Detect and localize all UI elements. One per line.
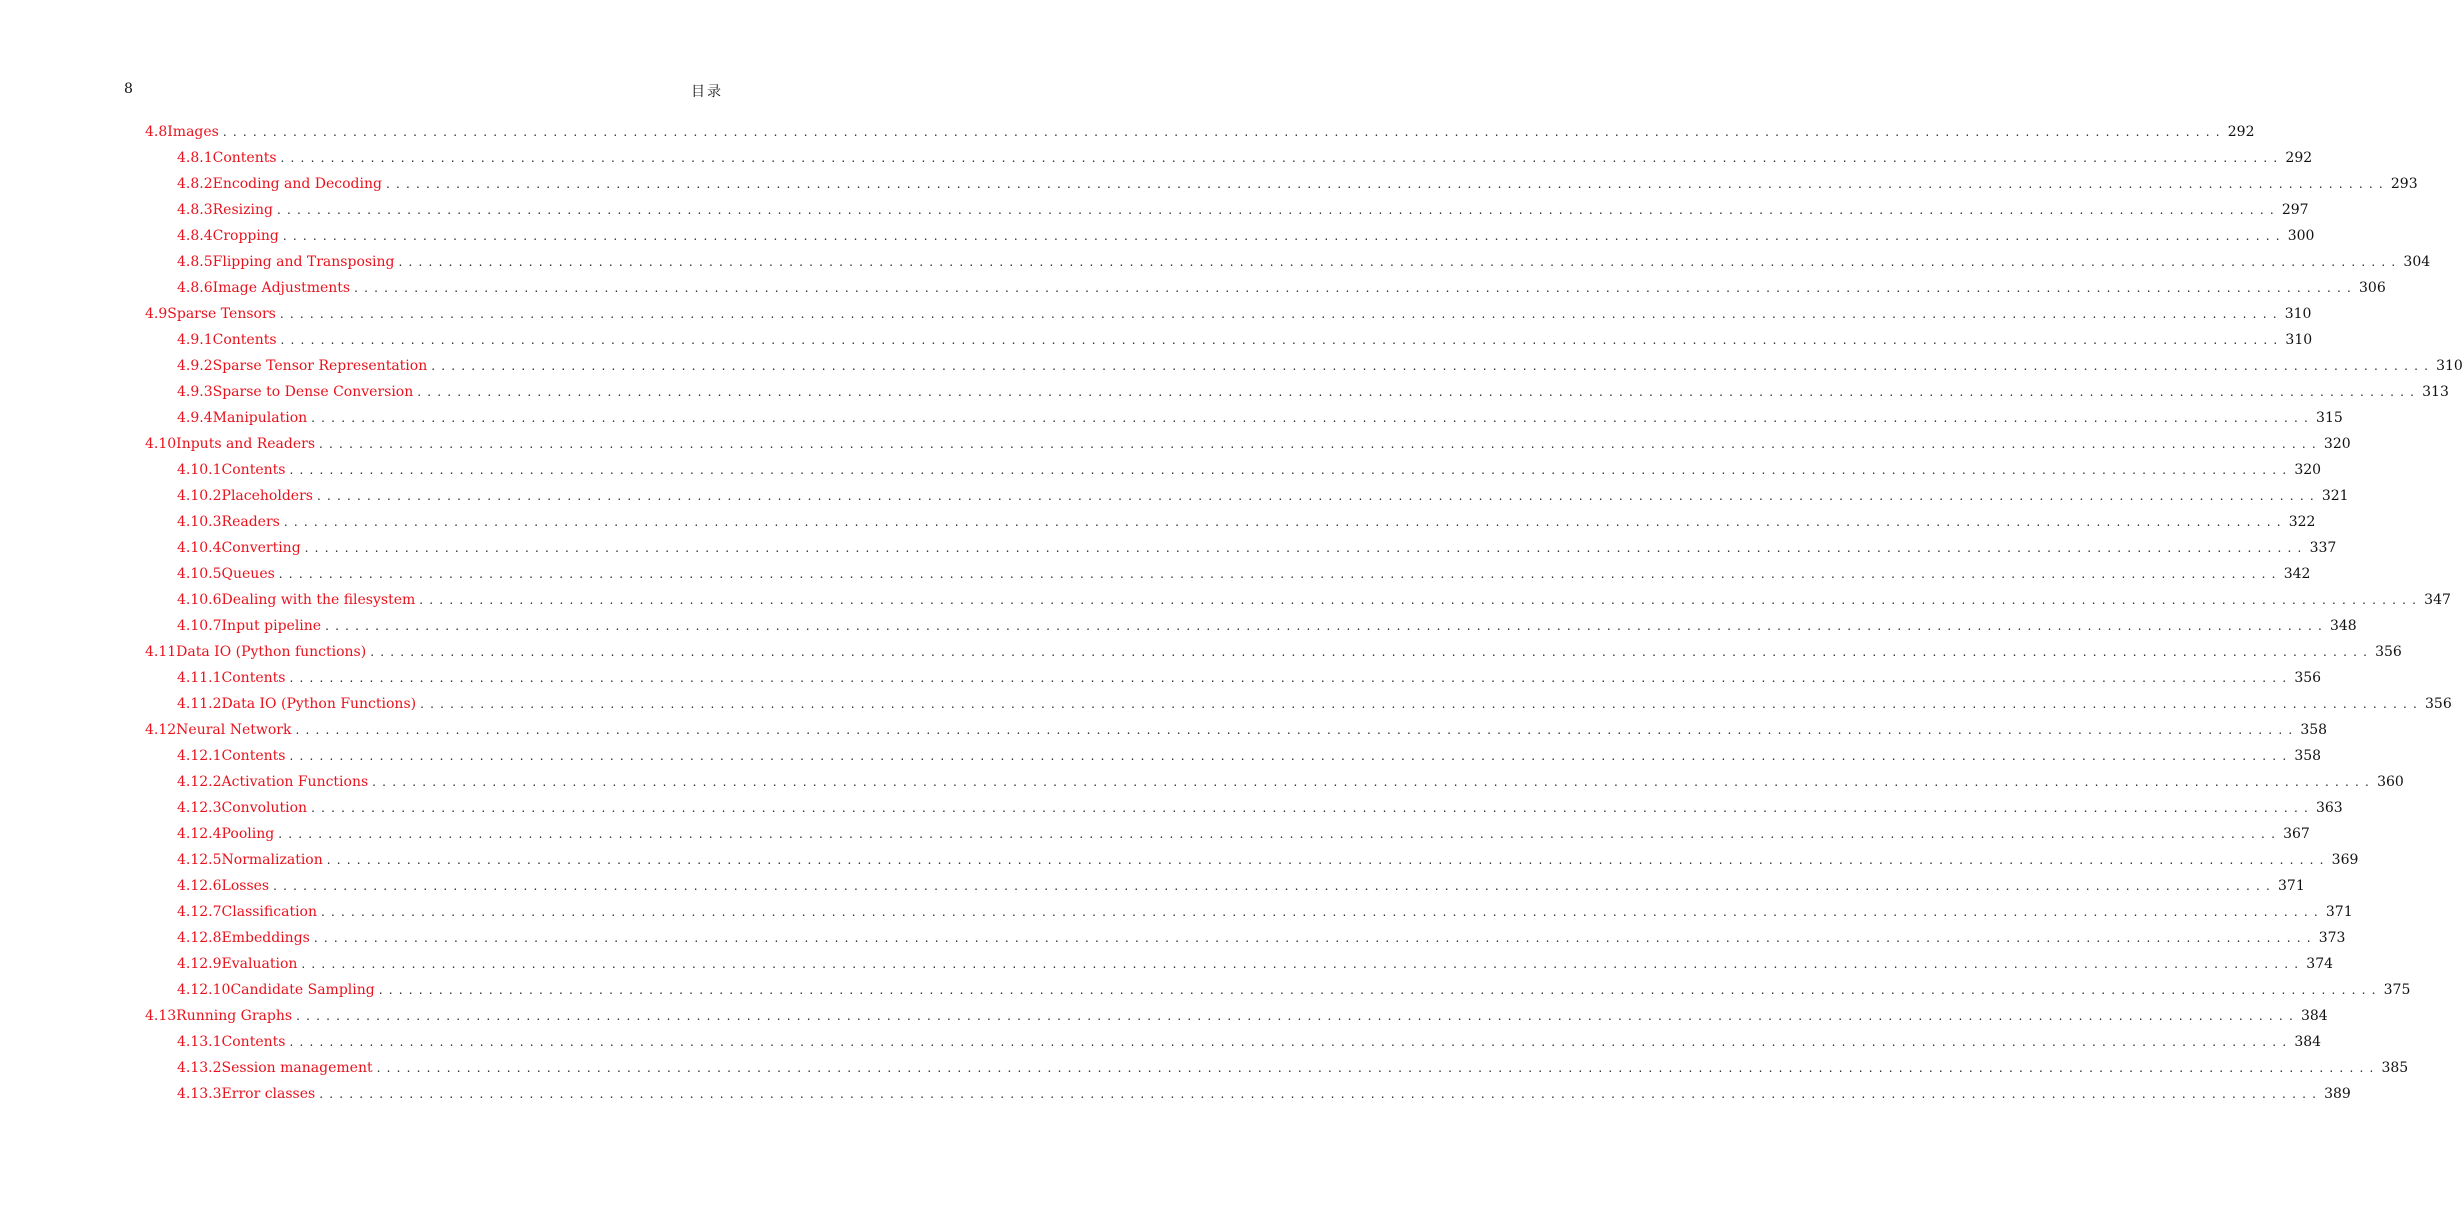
toc-entry-number: 4.12.10 — [177, 982, 231, 998]
toc-entry-title: Contents — [212, 150, 277, 166]
toc-entry-number: 4.8.1 — [177, 150, 213, 166]
toc-entry[interactable] — [177, 930, 2346, 952]
toc-entry[interactable] — [177, 566, 2311, 588]
toc-entry[interactable] — [145, 124, 2255, 146]
toc-entry-page: 292 — [2285, 150, 2313, 166]
toc-entry-number: 4.8.2 — [177, 176, 213, 192]
toc-entry-number: 4.9.2 — [177, 358, 213, 374]
toc-entry-title: Image Adjustments — [212, 280, 351, 296]
toc-entry[interactable] — [145, 436, 2351, 458]
toc-entry-number: 4.11.1 — [177, 670, 222, 686]
toc-entry-number: 4.9.3 — [177, 384, 213, 400]
toc-entry[interactable] — [177, 878, 2305, 900]
toc-entry-number: 4.12.2 — [177, 774, 222, 790]
toc-entry-page: 310 — [2284, 306, 2312, 322]
dot-leader: ........................................................................................................................................................................................................ — [313, 931, 2317, 945]
toc-entry-title: Inputs and Readers — [176, 436, 316, 452]
toc-entry-page: 356 — [2425, 696, 2452, 712]
toc-entry[interactable] — [177, 800, 2343, 822]
dot-leader: ........................................................................................................................................................................................................ — [311, 801, 2314, 815]
toc-entry-page: 384 — [2294, 1034, 2322, 1050]
dot-leader: ........................................................................................................................................................................................................ — [283, 515, 2287, 529]
toc-entry[interactable] — [177, 254, 2431, 276]
toc-entry[interactable] — [177, 670, 2322, 692]
toc-entry[interactable] — [177, 826, 2310, 848]
dot-leader: ........................................................................................................................................................................................................ — [304, 541, 2308, 555]
toc-entry-page: 358 — [2300, 722, 2328, 738]
toc-entry-number: 4.10.3 — [177, 514, 222, 530]
toc-entry-title: Session management — [221, 1060, 373, 1076]
dot-leader: ........................................................................................................................................................................................................ — [273, 879, 2276, 893]
toc-entry[interactable] — [177, 982, 2411, 1004]
toc-entry-page: 320 — [2323, 436, 2351, 452]
toc-entry-number: 4.12.8 — [177, 930, 222, 946]
toc-entry-page: 358 — [2294, 748, 2322, 764]
toc-entry-title: Contents — [221, 748, 286, 764]
toc-entry-title: Flipping and Transposing — [212, 254, 395, 270]
toc-entry-number: 4.8.4 — [177, 228, 213, 244]
toc-entry[interactable] — [177, 176, 2418, 198]
toc-entry-number: 4.10.2 — [177, 488, 222, 504]
dot-leader: ........................................................................................................................................................................................................ — [378, 983, 2382, 997]
toc-entry[interactable] — [177, 540, 2337, 562]
toc-entry-number: 4.9.1 — [177, 332, 213, 348]
toc-entry-page: 384 — [2300, 1008, 2328, 1024]
dot-leader: ........................................................................................................................................................................................................ — [280, 333, 2284, 347]
toc-entry-page: 363 — [2315, 800, 2343, 816]
toc-entry-title: Cropping — [212, 228, 279, 244]
toc-entry-page: 315 — [2316, 410, 2343, 426]
toc-entry-title: Converting — [221, 540, 301, 556]
toc-entry[interactable] — [145, 644, 2402, 666]
toc-entry-title: Contents — [221, 1034, 286, 1050]
page-number: 8 — [124, 81, 133, 97]
toc-entry-page: 310 — [2285, 332, 2313, 348]
toc-entry-page: 371 — [2325, 904, 2353, 920]
toc-entry-title: Images — [167, 124, 219, 140]
dot-leader: ........................................................................................................................................................................................................ — [301, 957, 2305, 971]
toc-entry-title: Placeholders — [221, 488, 313, 504]
toc-entry[interactable] — [177, 488, 2349, 510]
toc-entry[interactable] — [177, 1060, 2409, 1082]
toc-entry-number: 4.8.5 — [177, 254, 213, 270]
toc-entry-page: 292 — [2227, 124, 2255, 140]
toc-entry-page: 375 — [2383, 982, 2411, 998]
dot-leader: ........................................................................................................................................................................................................ — [316, 489, 2320, 503]
toc-entry-page: 356 — [2294, 670, 2322, 686]
toc-entry[interactable] — [177, 956, 2334, 978]
dot-leader: ........................................................................................................................................................................................................ — [279, 307, 2283, 321]
toc-entry-page: 306 — [2359, 280, 2386, 296]
toc-entry-title: Losses — [221, 878, 270, 894]
dot-leader: ........................................................................................................................................................................................................ — [420, 697, 2423, 711]
toc-entry-page: 348 — [2329, 618, 2357, 634]
toc-entry-number: 4.9.4 — [177, 410, 213, 426]
toc-entry-number: 4.12.4 — [177, 826, 222, 842]
toc-entry-page: 321 — [2321, 488, 2349, 504]
toc-entry[interactable] — [177, 592, 2451, 614]
dot-leader: ........................................................................................................................................................................................................ — [280, 151, 2284, 165]
toc-entry-page: 369 — [2331, 852, 2359, 868]
toc-entry-number: 4.13.1 — [177, 1034, 222, 1050]
dot-leader: ........................................................................................................................................................................................................ — [278, 567, 2282, 581]
dot-leader: ........................................................................................................................................................................................................ — [326, 853, 2330, 867]
toc-entry[interactable] — [145, 722, 2328, 744]
toc-entry-title: Classification — [221, 904, 317, 920]
toc-entry-page: 320 — [2294, 462, 2322, 478]
dot-leader: ........................................................................................................................................................................................................ — [222, 125, 2226, 139]
toc-entry-title: Evaluation — [221, 956, 298, 972]
toc-entry-page: 347 — [2424, 592, 2451, 608]
toc-entry-page: 293 — [2390, 176, 2418, 192]
toc-entry[interactable] — [177, 280, 2386, 302]
toc-entry-title: Contents — [221, 462, 286, 478]
toc-entry-title: Sparse Tensor Representation — [212, 358, 428, 374]
dot-leader: ........................................................................................................................................................................................................ — [385, 177, 2389, 191]
toc-entry[interactable] — [177, 410, 2343, 432]
toc-entry-page: 297 — [2281, 202, 2309, 218]
toc-entry-number: 4.12.9 — [177, 956, 222, 972]
toc-entry-page: 337 — [2309, 540, 2337, 556]
toc-entry[interactable] — [177, 618, 2357, 640]
toc-entry-title: Embeddings — [221, 930, 310, 946]
toc-entry-title: Neural Network — [176, 722, 292, 738]
toc-entry-number: 4.12 — [145, 722, 177, 738]
dot-leader: ........................................................................................................................................................................................................ — [289, 671, 2293, 685]
toc-entry[interactable] — [177, 1034, 2322, 1056]
toc-entry-page: 367 — [2283, 826, 2310, 842]
toc-entry-number: 4.13.2 — [177, 1060, 222, 1076]
toc-entry-title: Queues — [221, 566, 275, 582]
toc-entry[interactable] — [177, 1086, 2351, 1108]
dot-leader: ........................................................................................................................................................................................................ — [289, 463, 2293, 477]
toc-entry[interactable] — [177, 852, 2359, 874]
toc-entry-page: 356 — [2375, 644, 2402, 660]
toc-entry-page: 385 — [2381, 1060, 2409, 1076]
toc-entry[interactable] — [177, 202, 2309, 224]
toc-entry-number: 4.8.3 — [177, 202, 213, 218]
dot-leader: ........................................................................................................................................................................................................ — [319, 437, 2322, 451]
dot-leader: ........................................................................................................................................................................................................ — [282, 229, 2286, 243]
running-head: 目录 — [691, 84, 723, 100]
toc-entry-page: 310 — [2436, 358, 2463, 374]
toc-entry-title: Manipulation — [212, 410, 308, 426]
dot-leader: ........................................................................................................................................................................................................ — [311, 411, 2315, 425]
toc-entry-number: 4.12.3 — [177, 800, 222, 816]
toc-entry[interactable] — [177, 748, 2322, 770]
toc-entry-title: Data IO (Python functions) — [176, 644, 367, 660]
toc-entry-title: Pooling — [221, 826, 275, 842]
toc-entry-page: 374 — [2306, 956, 2334, 972]
toc-entry[interactable] — [177, 228, 2315, 250]
toc-entry[interactable] — [177, 774, 2404, 796]
toc-entry-title: Data IO (Python Functions) — [221, 696, 417, 712]
toc-entry[interactable] — [145, 1008, 2328, 1030]
dot-leader: ........................................................................................................................................................................................................ — [398, 255, 2402, 269]
toc-entry[interactable] — [177, 514, 2316, 536]
dot-leader: ........................................................................................................................................................................................................ — [296, 1009, 2299, 1023]
toc-entry-number: 4.12.7 — [177, 904, 222, 920]
toc-entry-title: Candidate Sampling — [230, 982, 375, 998]
dot-leader: ........................................................................................................................................................................................................ — [276, 203, 2280, 217]
toc-entry-number: 4.10.6 — [177, 592, 222, 608]
dot-leader: ........................................................................................................................................................................................................ — [278, 827, 2282, 841]
dot-leader: ........................................................................................................................................................................................................ — [372, 775, 2376, 789]
toc-entry[interactable] — [177, 384, 2449, 406]
toc-entry-title: Dealing with the filesystem — [221, 592, 416, 608]
toc-entry-title: Sparse Tensors — [167, 306, 276, 322]
dot-leader: ........................................................................................................................................................................................................ — [295, 723, 2299, 737]
toc-entry-title: Running Graphs — [176, 1008, 293, 1024]
toc-entry-number: 4.10.5 — [177, 566, 222, 582]
toc-entry-page: 373 — [2318, 930, 2346, 946]
toc-entry-number: 4.11.2 — [177, 696, 222, 712]
dot-leader: ........................................................................................................................................................................................................ — [289, 749, 2293, 763]
toc-entry[interactable] — [177, 462, 2322, 484]
toc-entry-page: 313 — [2422, 384, 2449, 400]
toc-entry-number: 4.12.6 — [177, 878, 222, 894]
dot-leader: ........................................................................................................................................................................................................ — [417, 385, 2421, 399]
dot-leader: ........................................................................................................................................................................................................ — [289, 1035, 2293, 1049]
dot-leader: ........................................................................................................................................................................................................ — [321, 905, 2324, 919]
toc-entry-title: Activation Functions — [221, 774, 369, 790]
toc-entry-number: 4.13 — [145, 1008, 177, 1024]
toc-entry-page: 304 — [2403, 254, 2431, 270]
toc-entry-number: 4.10 — [145, 436, 177, 452]
toc-entry-number: 4.8.6 — [177, 280, 213, 296]
toc-entry-title: Readers — [221, 514, 280, 530]
dot-leader: ........................................................................................................................................................................................................ — [319, 1087, 2323, 1101]
toc-entry-number: 4.10.4 — [177, 540, 222, 556]
toc-entry-number: 4.11 — [145, 644, 177, 660]
dot-leader: ........................................................................................................................................................................................................ — [354, 281, 2357, 295]
toc-entry-page: 300 — [2287, 228, 2315, 244]
dot-leader: ........................................................................................................................................................................................................ — [370, 645, 2374, 659]
toc-entry-title: Contents — [221, 670, 286, 686]
toc-entry-title: Resizing — [212, 202, 273, 218]
toc-entry[interactable] — [177, 696, 2452, 718]
toc-entry-page: 371 — [2278, 878, 2305, 894]
toc-entry-number: 4.10.7 — [177, 618, 222, 634]
toc-entry-number: 4.12.5 — [177, 852, 222, 868]
toc-entry-page: 360 — [2377, 774, 2404, 790]
toc-entry[interactable] — [177, 332, 2313, 354]
toc-entry[interactable] — [177, 904, 2353, 926]
dot-leader: ........................................................................................................................................................................................................ — [431, 359, 2435, 373]
toc-entry-page: 322 — [2288, 514, 2316, 530]
dot-leader: ........................................................................................................................................................................................................ — [419, 593, 2423, 607]
toc-entry-title: Sparse to Dense Conversion — [212, 384, 414, 400]
toc-entry-number: 4.12.1 — [177, 748, 222, 764]
toc-entry-number: 4.10.1 — [177, 462, 222, 478]
toc-entry-page: 342 — [2283, 566, 2311, 582]
dot-leader: ........................................................................................................................................................................................................ — [325, 619, 2328, 633]
toc-entry[interactable] — [177, 358, 2463, 380]
toc-entry[interactable] — [145, 306, 2312, 328]
toc-entry-title: Convolution — [221, 800, 308, 816]
toc-entry-number: 4.13.3 — [177, 1086, 222, 1102]
toc-entry-number: 4.8 — [145, 124, 168, 140]
toc-entry-title: Normalization — [221, 852, 323, 868]
toc-entry-title: Error classes — [221, 1086, 316, 1102]
toc-entry-title: Input pipeline — [221, 618, 322, 634]
toc-entry[interactable] — [177, 150, 2313, 172]
dot-leader: ........................................................................................................................................................................................................ — [376, 1061, 2380, 1075]
toc-entry-page: 389 — [2324, 1086, 2351, 1102]
toc-entry-number: 4.9 — [145, 306, 168, 322]
toc-entry-title: Encoding and Decoding — [212, 176, 382, 192]
toc-entry-title: Contents — [212, 332, 277, 348]
